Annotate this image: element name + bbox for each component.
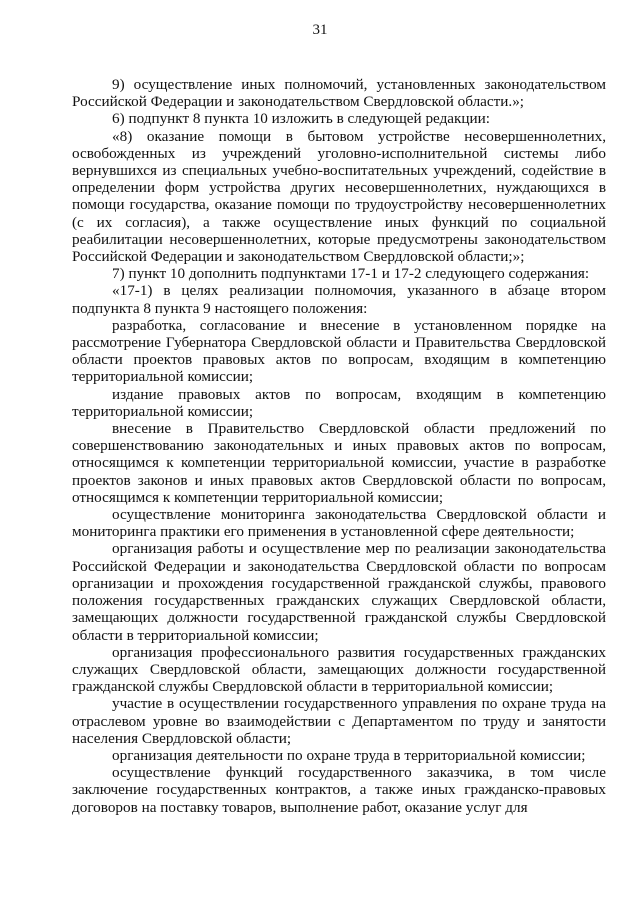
paragraph: внесение в Правительство Свердловской области предложений по совершенствованию законодательных и иных правовых актов по вопросам, относящимся к компетенции территориальной комиссии, участие в разработке проектов законов и иных правовых актов Свердловской области по вопросам, относящимся к компетенции территориальной комиссии; [72, 420, 606, 506]
paragraph: «17-1) в целях реализации полномочия, указанного в абзаце втором подпункта 8 пункта 9 настоящего положения: [72, 282, 606, 317]
paragraph: организация деятельности по охране труда в территориальной комиссии; [112, 746, 586, 764]
paragraph: осуществление функций государственного заказчика, в том числе заключение государственных контрактов, а также иных гражданско-правовых договоров на поставку товаров, выполнение работ, оказание услуг для [72, 764, 606, 816]
page-number: 31 [312, 22, 328, 38]
paragraph: 9) осуществление иных полномочий, установленных законодательством Российской Федерации и законодательством Свердловской области.»; [72, 76, 606, 111]
paragraph: осуществление мониторинга законодательства Свердловской области и мониторинга практики его применения в установленной сфере деятельности; [72, 506, 606, 541]
paragraph: 6) подпункт 8 пункта 10 изложить в следующей редакции: [112, 110, 491, 128]
paragraph: организация работы и осуществление мер по реализации законодательства Российской Федерации и законодательства Свердловской области по вопросам организации и прохождения государственной гражданской службы, правового положения государственных гражданских служащих Свердловской области, замещающих должности государственной гражданской службы Свердловской области в территориальной комиссии; [72, 540, 606, 644]
paragraph: «8) оказание помощи в бытовом устройстве несовершеннолетних, освобожденных из учреждений уголовно-исполнительной системы либо вернувшихся из специальных учебно-воспитательных учреждений, содействие в определении форм устройства других несовершеннолетних, нуждающихся в помощи государства, оказание помощи по трудоустройству несовершеннолетних (с их согласия), а также осуществление иных функций по социальной реабилитации несовершеннолетних, которые предусмотрены законодательством Российской Федерации и законодательством Свердловской области;»; [72, 127, 606, 266]
paragraph: 7) пункт 10 дополнить подпунктами 17-1 и 17-2 следующего содержания: [112, 265, 590, 283]
paragraph: организация профессионального развития государственных гражданских служащих Свердловской области, замещающих должности государственной гражданской службы Свердловской области в территориальной комиссии; [72, 643, 606, 696]
paragraph: издание правовых актов по вопросам, входящим в компетенцию территориальной комиссии; [72, 385, 606, 420]
document-body [72, 76, 606, 816]
paragraph: разработка, согласование и внесение в установленном порядке на рассмотрение Губернатора Свердловской области и Правительства Свердловской области проектов правовых актов по вопросам, входящим в компетенцию территориальной комиссии; [72, 316, 606, 386]
paragraph: участие в осуществлении государственного управления по охране труда на отраслевом уровне во взаимодействии с Департаментом по труду и занятости населения Свердловской области; [72, 695, 606, 747]
